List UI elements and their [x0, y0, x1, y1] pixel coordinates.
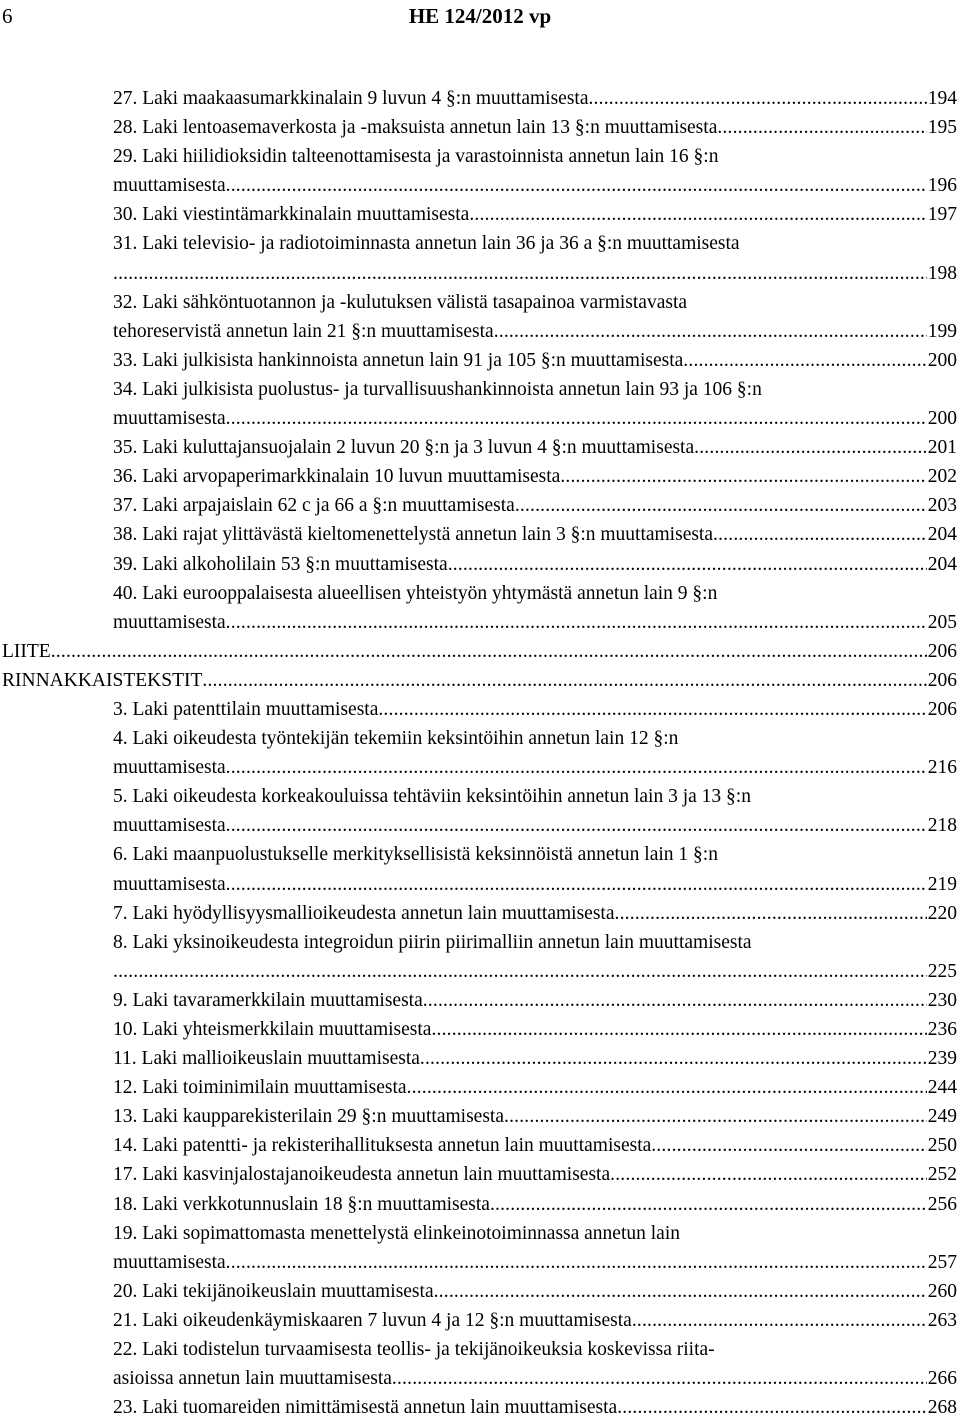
- toc-leader-dots: [694, 433, 927, 462]
- toc-leader-dots: [504, 1102, 927, 1131]
- toc-page-number: 257: [927, 1251, 957, 1273]
- toc-entry-title: 8. Laki yksinoikeudesta integroidun piirin piirimalliin annetun lain muuttamisesta: [113, 931, 752, 953]
- toc-line: [0, 171, 957, 200]
- toc-page-number: 249: [927, 1106, 957, 1128]
- toc-line: [0, 957, 957, 986]
- toc-entry[interactable]: [0, 462, 957, 491]
- toc-line: [0, 695, 957, 724]
- toc-entry-title: 23. Laki tuomareiden nimittämisestä annetun lain muuttamisesta: [113, 1397, 618, 1419]
- toc-entry-title: 7. Laki hyödyllisyysmallioikeudesta annetun lain muuttamisesta: [113, 902, 615, 924]
- toc-entry[interactable]: [0, 840, 957, 898]
- toc-line: [0, 1248, 957, 1277]
- toc-entry-title: 30. Laki viestintämarkkinalain muuttamisesta: [113, 204, 470, 226]
- toc-entry[interactable]: [0, 1044, 957, 1073]
- toc-entry[interactable]: [0, 1073, 957, 1102]
- toc-leader-dots: [431, 1015, 926, 1044]
- toc-leader-dots: [226, 811, 927, 840]
- toc-line: [0, 666, 957, 695]
- toc-line: [0, 870, 957, 899]
- toc-entry-title: muuttamisesta: [113, 611, 226, 633]
- toc-entry[interactable]: [0, 724, 957, 782]
- toc-leader-dots: [226, 870, 927, 899]
- toc-leader-dots: [202, 666, 926, 695]
- toc-entry-title: 18. Laki verkkotunnuslain 18 §:n muuttamisesta: [113, 1193, 490, 1215]
- toc-entry[interactable]: [0, 520, 957, 549]
- toc-line: [0, 1364, 957, 1393]
- toc-leader-dots: [113, 259, 927, 288]
- toc-entry[interactable]: [0, 1393, 957, 1422]
- toc-leader-dots: [51, 637, 927, 666]
- toc-line: [0, 84, 957, 113]
- toc-line: [0, 1015, 957, 1044]
- toc-leader-dots: [494, 317, 927, 346]
- toc-line: [0, 608, 957, 637]
- toc-entry-title: 28. Laki lentoasemaverkosta ja -maksuista annetun lain 13 §:n muuttamisesta: [113, 117, 718, 139]
- toc-line: [0, 200, 957, 229]
- toc-page-number: 201: [927, 437, 957, 459]
- toc-line: [0, 1102, 957, 1131]
- toc-entry-title: 5. Laki oikeudesta korkeakouluissa tehtäviin keksintöihin annetun lain 3 ja 13 §:n: [113, 786, 751, 808]
- toc-leader-dots: [448, 550, 927, 579]
- toc-page-number: 218: [927, 815, 957, 837]
- toc-entry-title: 6. Laki maanpuolustukselle merkityksellisistä keksinnöistä annetun lain 1 §:n: [113, 844, 718, 866]
- toc-page-number: 236: [927, 1019, 957, 1040]
- toc-entry[interactable]: [0, 84, 957, 113]
- toc-leader-dots: [683, 346, 926, 375]
- toc-entry[interactable]: [0, 986, 957, 1015]
- toc-page-number: 200: [927, 408, 957, 430]
- toc-line: [0, 491, 957, 520]
- toc-line: [0, 1306, 957, 1335]
- toc-line: [0, 811, 957, 840]
- toc-page-number: 206: [927, 698, 957, 720]
- toc-entry-title: asioissa annetun lain muuttamisesta: [113, 1368, 392, 1390]
- toc-leader-dots: [490, 1190, 927, 1219]
- table-of-contents: [0, 84, 957, 1422]
- toc-entry[interactable]: [0, 928, 957, 986]
- toc-leader-dots: [717, 113, 926, 142]
- toc-entry[interactable]: [0, 346, 957, 375]
- toc-page-number: 266: [927, 1368, 957, 1390]
- toc-entry-title: 19. Laki sopimattomasta menettelystä elinkeinotoiminnassa annetun lain: [113, 1222, 680, 1244]
- toc-entry-title: 37. Laki arpajaislain 62 c ja 66 a §:n muuttamisesta: [113, 495, 515, 517]
- toc-page-number: 244: [927, 1077, 957, 1099]
- toc-entry[interactable]: [0, 637, 957, 666]
- toc-leader-dots: [226, 1248, 927, 1277]
- page-header: [0, 0, 960, 34]
- toc-leader-dots: [615, 899, 927, 928]
- toc-line: [0, 986, 957, 1015]
- toc-entry-title: 22. Laki todistelun turvaamisesta teollis- ja tekijänoikeuksia koskevissa riita-: [113, 1339, 715, 1361]
- toc-line: [0, 1044, 957, 1073]
- toc-entry-title: muuttamisesta: [113, 1251, 226, 1273]
- toc-page-number: 263: [927, 1309, 957, 1331]
- toc-line: [0, 433, 957, 462]
- toc-line: [0, 1073, 957, 1102]
- toc-entry-title: 4. Laki oikeudesta työntekijän tekemiin keksintöihin annetun lain 12 §:n: [113, 728, 679, 750]
- toc-line: [0, 1160, 957, 1189]
- toc-entry-title: 12. Laki toiminimilain muuttamisesta: [113, 1077, 407, 1099]
- toc-entry-title: 31. Laki televisio- ja radiotoiminnasta annetun lain 36 ja 36 a §:n muuttamisesta: [113, 233, 740, 255]
- toc-entry[interactable]: [0, 1277, 957, 1306]
- toc-entry-title: muuttamisesta: [113, 757, 226, 779]
- toc-entry[interactable]: [0, 782, 957, 840]
- toc-line: [0, 462, 957, 491]
- toc-page-number: 202: [927, 466, 957, 488]
- toc-entry[interactable]: [0, 1102, 957, 1131]
- toc-leader-dots: [226, 753, 927, 782]
- toc-page-number: 219: [927, 873, 957, 895]
- toc-line: [0, 404, 957, 433]
- toc-entry[interactable]: [0, 375, 957, 433]
- toc-entry[interactable]: [0, 1190, 957, 1219]
- toc-entry-title: 14. Laki patentti- ja rekisterihallituksesta annetun lain muuttamisesta: [113, 1135, 652, 1157]
- toc-entry-title: 34. Laki julkisista puolustus- ja turvallisuushankinnoista annetun lain 93 ja 106 §:n: [113, 378, 762, 400]
- toc-line: [0, 520, 957, 549]
- toc-entry[interactable]: [0, 1131, 957, 1160]
- toc-leader-dots: [515, 491, 927, 520]
- toc-entry-title: 3. Laki patenttilain muuttamisesta: [113, 698, 379, 720]
- toc-leader-dots: [407, 1073, 927, 1102]
- toc-page-number: 199: [927, 320, 957, 342]
- toc-leader-dots: [651, 1131, 926, 1160]
- toc-page-number: 250: [927, 1135, 957, 1157]
- toc-entry-title: 29. Laki hiilidioksidin talteenottamisesta ja varastoinnista annetun lain 16 §:n: [113, 146, 719, 168]
- toc-page-number: 256: [927, 1193, 957, 1215]
- toc-entry-title: 38. Laki rajat ylittävästä kieltomenettelystä annetun lain 3 §:n muuttamisesta: [113, 524, 714, 546]
- toc-page-number: 198: [927, 262, 957, 284]
- toc-leader-dots: [226, 608, 927, 637]
- toc-page-number: 204: [927, 553, 957, 575]
- toc-leader-dots: [226, 171, 927, 200]
- toc-entry-title: 20. Laki tekijänoikeuslain muuttamisesta: [113, 1280, 434, 1302]
- toc-entry-title: muuttamisesta: [113, 815, 226, 837]
- toc-entry[interactable]: [0, 433, 957, 462]
- toc-leader-dots: [713, 520, 927, 549]
- toc-page-number: 196: [927, 175, 957, 197]
- toc-page-number: 230: [927, 989, 957, 1011]
- toc-leader-dots: [434, 1277, 927, 1306]
- toc-leader-dots: [632, 1306, 927, 1335]
- toc-entry-title: 11. Laki mallioikeuslain muuttamisesta: [113, 1048, 420, 1070]
- toc-entry-title: 36. Laki arvopaperimarkkinalain 10 luvun muuttamisesta: [113, 466, 561, 488]
- toc-line: [0, 1131, 957, 1160]
- toc-page-number: 252: [927, 1164, 957, 1186]
- document-id: HE 124/2012 vp: [408, 4, 552, 28]
- toc-page-number: 220: [927, 902, 957, 924]
- toc-line: [0, 113, 957, 142]
- toc-leader-dots: [378, 695, 926, 724]
- toc-page-number: 239: [927, 1048, 957, 1070]
- toc-entry-title: LIITE: [2, 640, 51, 662]
- toc-entry-title: 17. Laki kasvinjalostajanoikeudesta annetun lain muuttamisesta: [113, 1164, 611, 1186]
- toc-page-number: 200: [927, 349, 957, 371]
- toc-entry[interactable]: [0, 1160, 957, 1189]
- toc-leader-dots: [617, 1393, 927, 1422]
- toc-leader-dots: [610, 1160, 927, 1189]
- toc-page-number: 216: [927, 757, 957, 779]
- toc-entry[interactable]: [0, 579, 957, 637]
- toc-entry[interactable]: [0, 113, 957, 142]
- toc-entry[interactable]: [0, 550, 957, 579]
- toc-line: [0, 899, 957, 928]
- toc-entry-title: 35. Laki kuluttajansuojalain 2 luvun 20 §:n ja 3 luvun 4 §:n muuttamisesta: [113, 437, 695, 459]
- toc-entry-title: 27. Laki maakaasumarkkinalain 9 luvun 4 §:n muuttamisesta: [113, 88, 589, 109]
- toc-entry-title: tehoreservistä annetun lain 21 §:n muuttamisesta: [113, 320, 494, 342]
- toc-page-number: 206: [927, 640, 957, 662]
- toc-entry-title: muuttamisesta: [113, 873, 226, 895]
- toc-leader-dots: [420, 1044, 927, 1073]
- toc-entry[interactable]: [0, 229, 957, 287]
- toc-entry-title: RINNAKKAISTEKSTIT: [2, 669, 203, 691]
- toc-entry-title: 9. Laki tavaramerkkilain muuttamisesta: [113, 989, 423, 1011]
- toc-page-number: 225: [927, 960, 957, 982]
- toc-page-number: 260: [927, 1280, 957, 1302]
- toc-line: [0, 1277, 957, 1306]
- toc-entry-title: muuttamisesta: [113, 175, 226, 197]
- toc-page-number: 203: [927, 495, 957, 517]
- toc-leader-dots: [226, 404, 927, 433]
- toc-page-number: 268: [927, 1397, 957, 1419]
- page-number: 6: [2, 4, 13, 28]
- toc-line: [0, 259, 957, 288]
- toc-leader-dots: [469, 200, 926, 229]
- toc-entry-title: 13. Laki kaupparekisterilain 29 §:n muuttamisesta: [113, 1106, 504, 1128]
- toc-page-number: 205: [927, 611, 957, 633]
- toc-page-number: 197: [927, 204, 957, 226]
- toc-entry[interactable]: [0, 200, 957, 229]
- toc-leader-dots: [588, 84, 926, 113]
- toc-entry-title: 21. Laki oikeudenkäymiskaaren 7 luvun 4 ja 12 §:n muuttamisesta: [113, 1309, 632, 1331]
- toc-page-number: 206: [927, 669, 957, 691]
- toc-page-number: 194: [927, 88, 957, 109]
- toc-entry[interactable]: [0, 491, 957, 520]
- toc-entry-title: 32. Laki sähköntuotannon ja -kulutuksen välistä tasapainoa varmistavasta: [113, 291, 688, 313]
- toc-entry[interactable]: [0, 1219, 957, 1277]
- toc-entry[interactable]: [0, 1015, 957, 1044]
- toc-leader-dots: [423, 986, 927, 1015]
- toc-line: [0, 1190, 957, 1219]
- toc-entry-title: 40. Laki eurooppalaisesta alueellisen yhteistyön yhtymästä annetun lain 9 §:n: [113, 582, 718, 604]
- toc-leader-dots: [392, 1364, 927, 1393]
- toc-entry-title: 39. Laki alkoholilain 53 §:n muuttamisesta: [113, 553, 448, 575]
- toc-line: [0, 317, 957, 346]
- toc-line: [0, 346, 957, 375]
- toc-line: [0, 550, 957, 579]
- toc-page-number: 204: [927, 524, 957, 546]
- toc-leader-dots: [113, 957, 927, 986]
- toc-entry[interactable]: [0, 288, 957, 346]
- toc-entry[interactable]: [0, 1335, 957, 1393]
- toc-entry-title: muuttamisesta: [113, 408, 226, 430]
- toc-line: [0, 637, 957, 666]
- toc-page-number: 195: [927, 117, 957, 139]
- toc-entry-title: 10. Laki yhteismerkkilain muuttamisesta: [113, 1019, 432, 1040]
- toc-entry[interactable]: [0, 695, 957, 724]
- toc-entry[interactable]: [0, 1306, 957, 1335]
- toc-line: [0, 1393, 957, 1422]
- toc-entry[interactable]: [0, 666, 957, 695]
- toc-line: [0, 753, 957, 782]
- toc-entry[interactable]: [0, 142, 957, 200]
- toc-entry[interactable]: [0, 899, 957, 928]
- toc-entry-title: 33. Laki julkisista hankinnoista annetun lain 91 ja 105 §:n muuttamisesta: [113, 349, 684, 371]
- toc-leader-dots: [560, 462, 926, 491]
